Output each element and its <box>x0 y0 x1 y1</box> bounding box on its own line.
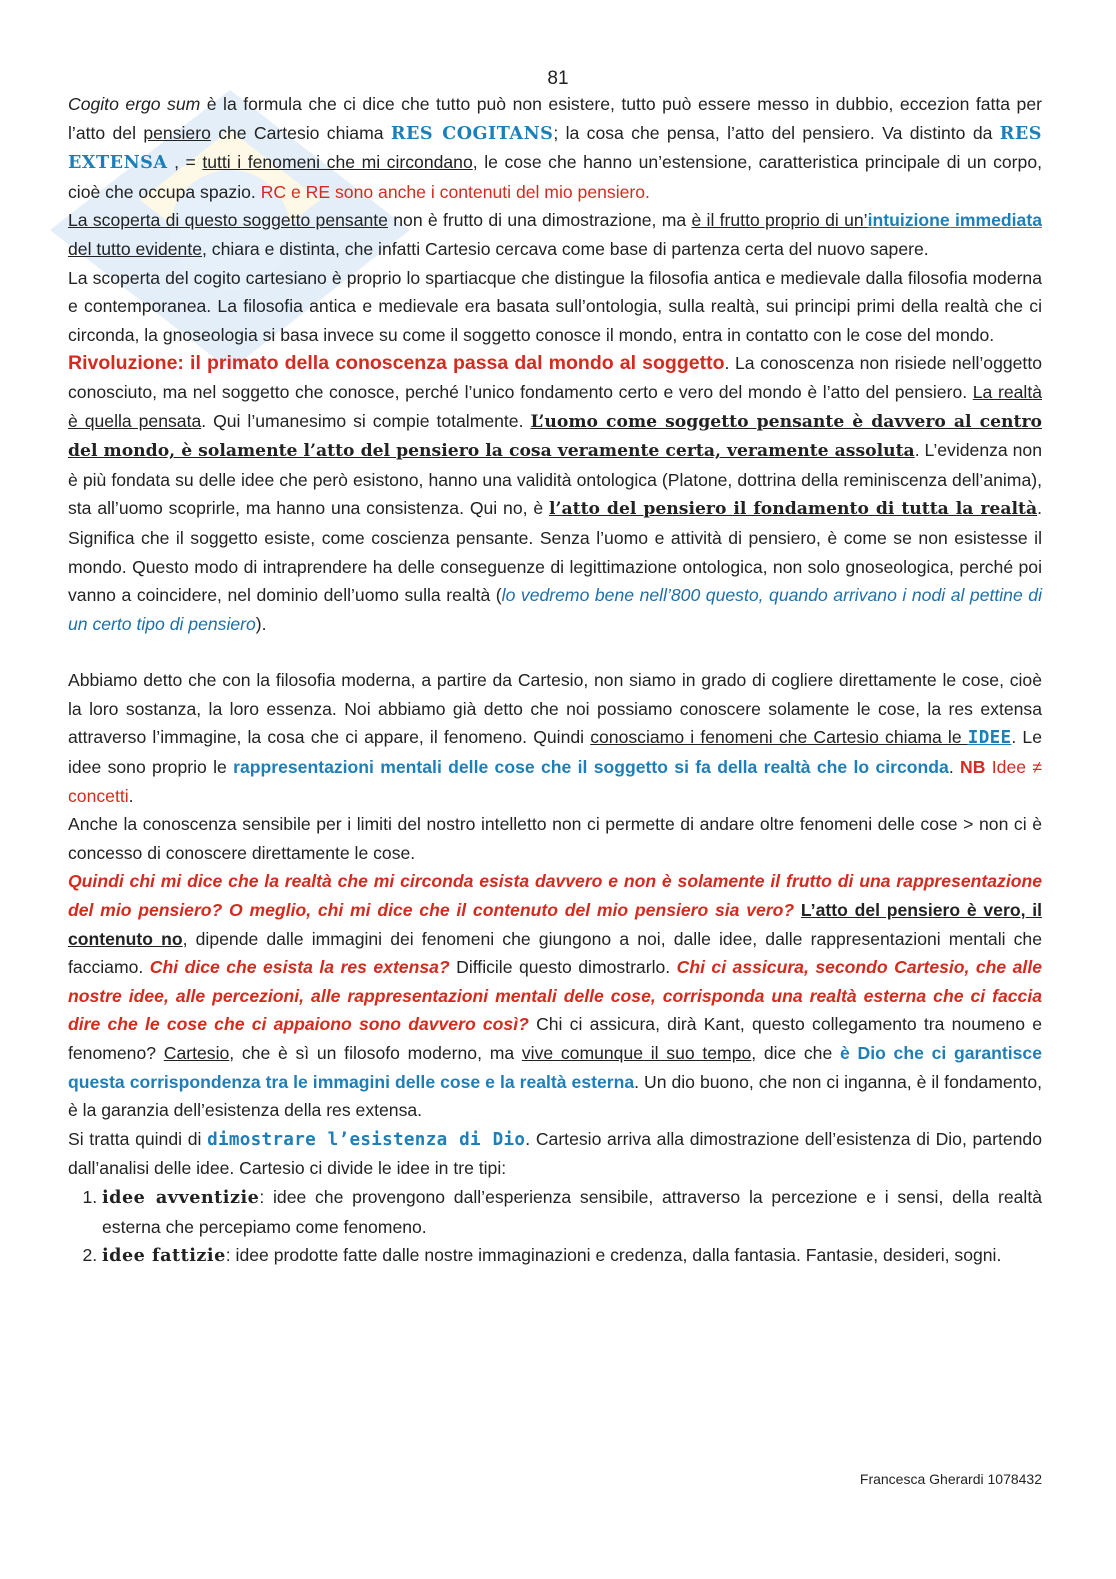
paragraph-dimostrazione-dio: Si tratta quindi di dimostrare l’esistenza di Dio. Cartesio arriva alla dimostrazione dell’esistenza di Dio, partendo dall’analisi delle idee. Cartesio ci divide le idee in tre tipi: <box>68 1128 1042 1179</box>
paragraph-idee: Abbiamo detto che con la filosofia moderna, a partire da Cartesio, non siamo in grado di cogliere direttamente le cose, cioè la loro sostanza, la loro essenza. Noi abbiamo già detto che noi possiamo conoscere solamente le cose, la res extensa attraverso l’immagine, la cosa che ci appare, il fenomeno. Quindi conosciamo i fenomeni che Cartesio chiama le IDEE. Le idee sono proprio le rappresentazioni mentali delle cose che il soggetto si fa della realtà che lo circonda. NB Idee ≠ concetti. <box>68 670 1042 806</box>
list-item: 2. idee fattizie: idee prodotte fatte dalle nostre immaginazioni e credenza, dalla fantasia. Fantasie, desideri, sogni. <box>102 1241 1042 1271</box>
res-extensa-term: RES EXTENSA <box>68 122 1042 174</box>
idee-list <box>68 1183 1042 1271</box>
list-item: 1. idee avventizie: idee che provengono dall’esperienza sensibile, attraverso la percezione e i sensi, della realtà esterna che percepiamo come fenomeno. <box>102 1183 1042 1241</box>
paragraph-domande: Quindi chi mi dice che la realtà che mi circonda esista davvero e non è solamente il frutto di una rappresentazione del mio pensiero? O meglio, chi mi dice che il contenuto del mio pensiero sia vero? L’atto del pensiero è vero, il contenuto no, dipende dalle immagini dei fenomeni che giungono a noi, dalle idee, dalle rappresentazioni mentali che facciamo. Chi dice che esista la res extensa? Difficile questo dimostrarlo. Chi ci assicura, secondo Cartesio, che alle nostre idee, alle percezioni, alle rappresentazioni mentali delle cose, corrisponda una realtà esterna che ci faccia dire che le cose che ci appaiono sono davvero così? Chi ci assicura, dirà Kant, questo collegamento tra noumeno e fenomeno? Cartesio, che è sì un filosofo moderno, ma vive comunque il suo tempo, dice che è Dio che ci garantisce questa corrispondenza tra le immagini delle cose e la realtà esterna. Un dio buono, che non ci inganna, è il fondamento, è la garanzia dell’esistenza della res extensa. <box>68 871 1042 1121</box>
footer-author: Francesca Gherardi 1078432 <box>859 1471 1042 1487</box>
page-number: 81 <box>547 68 569 89</box>
page-body <box>68 90 1042 1271</box>
dimostrare-dio-term: dimostrare l’esistenza di Dio <box>207 1129 526 1150</box>
rivoluzione-heading: Rivoluzione: il primato della conoscenza passa dal mondo al soggetto <box>68 352 725 375</box>
paragraph-rivoluzione: Rivoluzione: il primato della conoscenza passa dal mondo al soggetto. La conoscenza non risiede nell’oggetto conosciuto, ma nel soggetto che conosce, perché l’unico fondamento certo e vero del mondo è l’atto del pensiero. La realtà è quella pensata. Qui l’umanesimo si compie totalmente. L’uomo come soggetto pensante è davvero al centro del mondo, è solamente l’atto del pensiero la cosa veramente certa, veramente assoluta. L’evidenza non è più fondata su delle idee che però esistono, hanno una validità ontologica (Platone, dottrina della reminiscenza dell’anima), sta all’uomo scoprirle, ma hanno una consistenza. Qui no, è l’atto del pensiero il fondamento di tutta la realtà. Significa che il soggetto esiste, come coscienza pensante. Senza l’uomo e attività di pensiero, è come se non esistesse il mondo. Questo modo di intraprendere ha delle conseguenze di legittimazione ontologica, non solo gnoseologica, perché poi vanno a coincidere, nel dominio dell’uomo sulla realtà (lo vedremo bene nell’800 questo, quando arrivano i nodi al pettine di un certo tipo di pensiero). <box>68 352 1043 634</box>
nb-badge: NB <box>960 757 986 778</box>
idee-term: IDEE <box>967 728 1012 749</box>
paragraph-conoscenza-sensibile: Anche la conoscenza sensibile per i limiti del nostro intelletto non ci permette di andare oltre fenomeni delle cose > non ci è concesso di conoscere direttamente le cose. <box>68 814 1042 863</box>
paragraph-soggetto-pensante: La scoperta di questo soggetto pensante non è frutto di una dimostrazione, ma è il frutto proprio di un’intuizione immediata del tutto evidente, chiara e distinta, che infatti Cartesio cercava come base di partenza certa del nuovo sapere. <box>68 210 1042 259</box>
res-cogitans-term: RES COGITANS <box>390 122 554 144</box>
paragraph-cogito: Cogito ergo sum è la formula che ci dice che tutto può non esistere, tutto può essere messo in dubbio, eccezion fatta per l’atto del pensiero che Cartesio chiama RES COGITANS; la cosa che pensa, l’atto del pensiero. Va distinto da RES EXTENSA , = tutti i fenomeni che mi circondano, le cose che hanno un’estensione, caratteristica principale di un corpo, cioè che occupa spazio. RC e RE sono anche i contenuti del mio pensiero. <box>68 94 1042 202</box>
paragraph-gap <box>68 638 1042 666</box>
paragraph-spartiacque: La scoperta del cogito cartesiano è proprio lo spartiacque che distingue la filosofia antica e medievale dalla filosofia moderna e contemporanea. La filosofia antica e medievale era basata sull’ontologia, sulla realtà, sui principi primi della realtà che ci circonda, la gnoseologia si basa invece su come il soggetto conosce il mondo, entra in contatto con le cose del mondo. <box>68 267 1042 345</box>
